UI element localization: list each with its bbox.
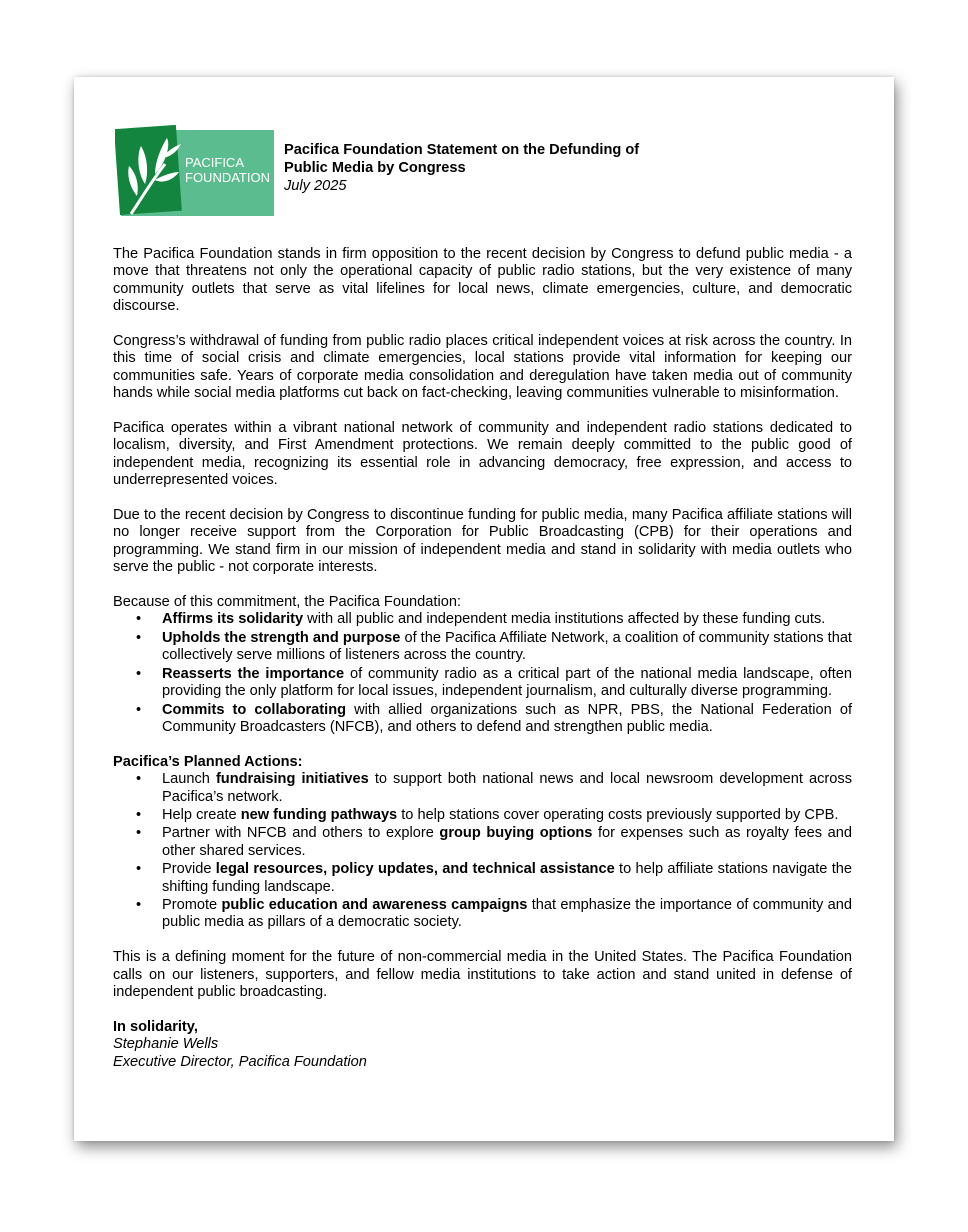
list-item: • Promote public education and awareness campaigns that emphasize the importance of community and public media as pillars of a democratic society.: [162, 897, 852, 932]
statement-title: Pacifica Foundation Statement on the Defunding of Public Media by Congress: [284, 142, 640, 176]
list-item: • Upholds the strength and purpose of the Pacifica Affiliate Network, a coalition of community stations that collectively serve millions of listeners across the country.: [162, 630, 852, 665]
list-item: • Launch fundraising initiatives to support both national news and local newsroom development across Pacifica’s network.: [162, 771, 852, 806]
actions-list: [113, 771, 852, 932]
list-item: • Affirms its solidarity with all public and independent media institutions affected by these funding cuts.: [162, 611, 852, 628]
logo-text-line2: FOUNDATION: [185, 170, 270, 185]
signature-closing: In solidarity,: [113, 1018, 198, 1035]
paragraph: Due to the recent decision by Congress to discontinue funding for public media, many Pacifica affiliate stations will no longer receive support from the Corporation for Public Broadcasting (CPB) for their operations and programming. We stand firm in our mission of independent media and stand in solidarity with media outlets who serve the public - not corporate interests.: [113, 507, 852, 576]
paragraph: The Pacifica Foundation stands in firm opposition to the recent decision by Congress to defund public media - a move that threatens not only the operational capacity of public radio stations, but the very existence of many community outlets that serve as vital lifelines for local news, climate emergencies, culture, and democratic discourse.: [113, 246, 852, 315]
paragraph: Congress’s withdrawal of funding from public radio places critical independent voices at risk across the country. In this time of social crisis and climate emergencies, local stations provide vital information for keeping our communities safe. Years of corporate media consolidation and deregulation have taken media out of community hands while social media platforms cut back on fact-checking, leaving communities vulnerable to misinformation.: [113, 333, 852, 402]
list-item: • Partner with NFCB and others to explore group buying options for expenses such as royalty fees and other shared services.: [162, 825, 852, 860]
list-item: • Commits to collaborating with allied organizations such as NPR, PBS, the National Federation of Community Broadcasters (NFCB), and others to defend and strengthen public media.: [162, 702, 852, 737]
closing-paragraph: This is a defining moment for the future of non-commercial media in the United States. The Pacifica Foundation calls on our listeners, supporters, and fellow media institutions to take action and stand united in defense of independent public broadcasting.: [113, 949, 852, 1000]
pacifica-logo: [115, 124, 276, 218]
paragraph: Pacifica operates within a vibrant national network of community and independent radio stations dedicated to localism, diversity, and First Amendment protections. We remain deeply committed to the public good of independent media, recognizing its essential role in advancing democracy, free expression, and access to underrepresented voices.: [113, 420, 852, 489]
signature-role: Executive Director, Pacifica Foundation: [113, 1053, 367, 1070]
statement-body: [113, 246, 852, 1071]
logo-text-line1: PACIFICA: [185, 155, 244, 170]
list-item: • Provide legal resources, policy updates, and technical assistance to help affiliate stations navigate the shifting funding landscape.: [162, 861, 852, 896]
document-page: [74, 77, 894, 1141]
commitment-intro: Because of this commitment, the Pacifica Foundation:: [113, 594, 461, 611]
actions-heading: Pacifica’s Planned Actions:: [113, 753, 303, 770]
commitment-list: [113, 611, 852, 736]
list-item: • Reasserts the importance of community radio as a critical part of the national media landscape, often providing the only platform for local issues, independent journalism, and culturally diverse programming.: [162, 666, 852, 701]
signature-name: Stephanie Wells: [113, 1036, 219, 1053]
list-item: • Help create new funding pathways to help stations cover operating costs previously supported by CPB.: [162, 807, 852, 824]
signature-block: [113, 1019, 852, 1071]
statement-header: [284, 141, 684, 195]
statement-date: July 2025: [284, 178, 347, 194]
